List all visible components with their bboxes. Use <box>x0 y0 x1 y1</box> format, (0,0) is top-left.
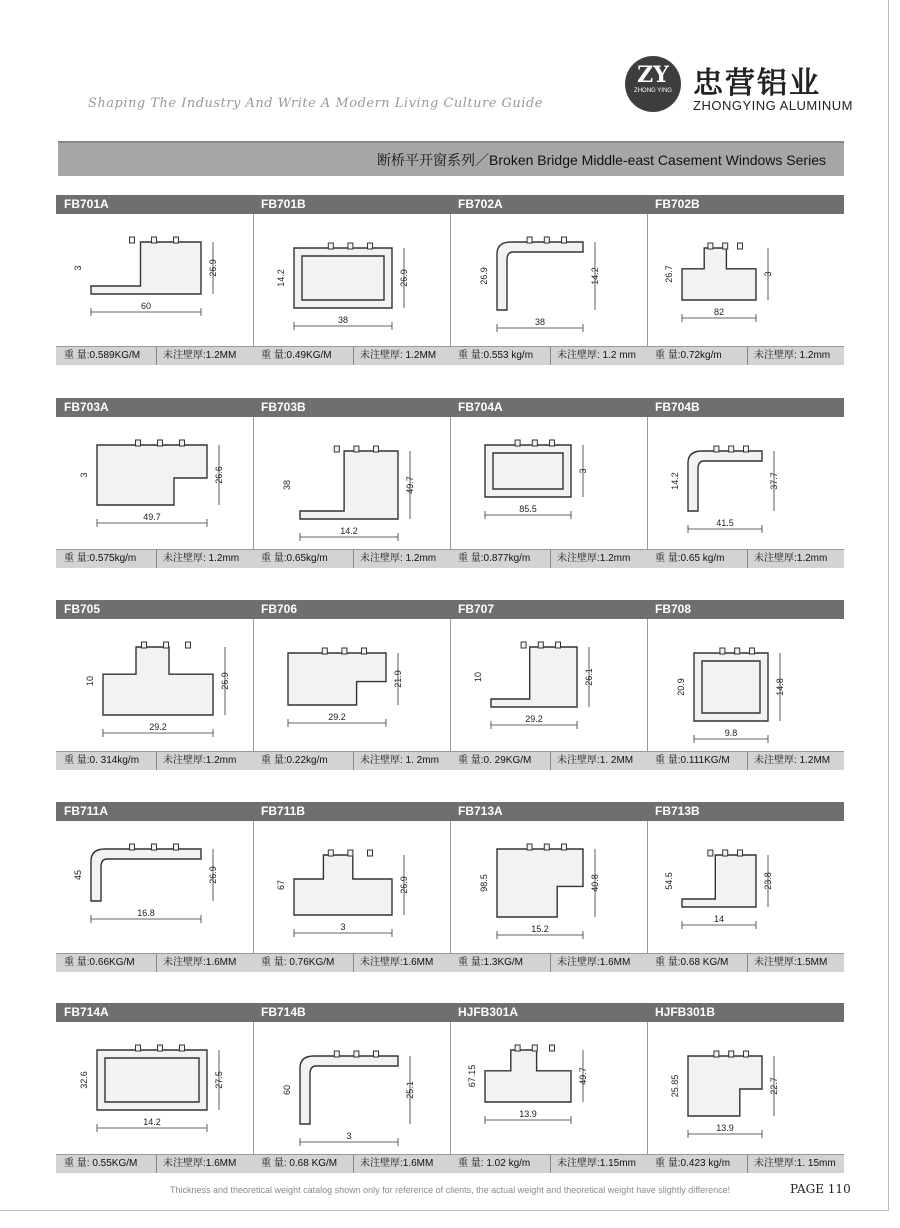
product-code: HJFB301A <box>450 1003 647 1022</box>
logo-mark: ZY <box>637 62 669 88</box>
profile-drawing-area <box>56 1022 253 1155</box>
profile-drawing-area <box>253 1022 450 1155</box>
dimension-label: 3 <box>73 265 83 271</box>
profile-tooth <box>322 648 327 654</box>
wall-thickness-label: 未注壁厚:1.6MM <box>353 954 433 972</box>
wall-thickness-label: 未注壁厚:1.6MM <box>353 1155 433 1173</box>
profile-drawing <box>647 1022 844 1155</box>
weight-label: 重 量:0. 29KG/M <box>458 755 532 766</box>
spec-bar <box>647 953 844 972</box>
profile-drawing-area <box>253 214 450 347</box>
product-row <box>56 398 845 568</box>
profile-tooth <box>136 440 141 446</box>
product-card <box>450 398 648 568</box>
product-card <box>450 802 648 972</box>
profile-tooth <box>164 642 169 648</box>
product-row <box>56 600 845 770</box>
spec-bar <box>56 953 253 972</box>
product-card <box>56 600 254 770</box>
profile-outline <box>491 647 577 707</box>
dimension-label: 26.9 <box>208 866 218 884</box>
dimension-label: 13.9 <box>716 1123 734 1133</box>
profile-tooth <box>152 237 157 243</box>
weight-label: 重 量:0.72kg/m <box>655 350 722 361</box>
profile-tooth <box>556 642 561 648</box>
profile-outline <box>688 1056 762 1116</box>
dimension-label: 41.5 <box>716 518 734 528</box>
spec-bar <box>647 1154 844 1173</box>
profile-outline <box>682 248 756 300</box>
dimension-label: 14.8 <box>775 678 785 696</box>
dimension-label: 32.6 <box>79 1071 89 1089</box>
profile-drawing <box>56 1022 253 1155</box>
profile-tooth <box>342 648 347 654</box>
profile-drawing-area <box>450 417 647 550</box>
wall-thickness-label: 未注壁厚:1. 2MM <box>550 752 633 770</box>
dimension-label: 22.7 <box>769 1077 779 1095</box>
product-code: FB704A <box>450 398 647 417</box>
spec-bar <box>450 751 647 770</box>
dimension-label: 38 <box>534 317 546 327</box>
wall-thickness-label: 未注壁厚: 1.2MM <box>747 752 830 770</box>
product-card <box>56 398 254 568</box>
dimension-label: 60 <box>140 301 152 311</box>
weight-label: 重 量: 0.55KG/M <box>64 1158 138 1169</box>
spec-bar <box>647 751 844 770</box>
profile-drawing <box>253 619 450 752</box>
profile-drawing <box>647 619 844 752</box>
profile-drawing <box>253 214 450 347</box>
profile-tooth <box>527 237 532 243</box>
product-code: FB703A <box>56 398 253 417</box>
profile-tooth <box>334 446 339 452</box>
dimension-label: 49.7 <box>405 476 415 494</box>
profile-tooth <box>738 243 743 249</box>
profile-tooth <box>130 237 135 243</box>
weight-label: 重 量:1.3KG/M <box>458 957 524 968</box>
profile-tooth <box>136 1045 141 1051</box>
profile-tooth <box>180 440 185 446</box>
dimension-label: 10 <box>85 675 95 687</box>
profile-drawing <box>450 821 647 954</box>
profile-tooth <box>521 642 526 648</box>
profile-tooth <box>738 850 743 856</box>
wall-thickness-label: 未注壁厚:1.5MM <box>747 954 827 972</box>
profile-tooth <box>723 850 728 856</box>
product-card <box>647 1003 844 1173</box>
weight-label: 重 量:0.111KG/M <box>655 755 730 766</box>
product-code: FB713B <box>647 802 844 821</box>
profile-tooth <box>152 844 157 850</box>
profile-tooth <box>544 237 549 243</box>
product-card <box>56 1003 254 1173</box>
profile-drawing-area <box>56 214 253 347</box>
wall-thickness-label: 未注壁厚: 1.2mm <box>353 550 436 568</box>
wall-thickness-label: 未注壁厚:1.15mm <box>550 1155 636 1173</box>
dimension-label: 14.2 <box>590 267 600 285</box>
profile-tooth <box>562 844 567 850</box>
dimension-label: 29.2 <box>328 712 346 722</box>
profile-drawing-area <box>450 1022 647 1155</box>
profile-tooth <box>374 446 379 452</box>
profile-tooth <box>374 1051 379 1057</box>
profile-outline <box>497 849 583 917</box>
dimension-label: 29.2 <box>149 722 167 732</box>
dimension-label: 49.7 <box>143 512 161 522</box>
product-card <box>253 802 451 972</box>
profile-drawing <box>647 821 844 954</box>
dimension-label: 49.7 <box>578 1067 588 1085</box>
profile-tooth <box>544 844 549 850</box>
dimension-label: 26.9 <box>220 672 230 690</box>
dimension-label: 3 <box>340 922 346 932</box>
profile-outline <box>688 451 762 511</box>
profile-drawing-area <box>647 1022 844 1155</box>
dimension-label: 38 <box>282 479 292 491</box>
product-code: FB711B <box>253 802 450 821</box>
dimension-label: 26.6 <box>214 466 224 484</box>
profile-tooth <box>362 648 367 654</box>
product-row <box>56 802 845 972</box>
profile-tooth <box>174 844 179 850</box>
product-card <box>450 600 648 770</box>
profile-tooth <box>744 1051 749 1057</box>
spec-bar <box>56 1154 253 1173</box>
dimension-label: 9.8 <box>724 728 738 738</box>
weight-label: 重 量:0.575kg/m <box>64 553 137 564</box>
weight-label: 重 量: 0.76KG/M <box>261 957 335 968</box>
product-card <box>56 802 254 972</box>
wall-thickness-label: 未注壁厚:1.2mm <box>747 550 827 568</box>
profile-drawing-area <box>56 417 253 550</box>
weight-label: 重 量:0.49KG/M <box>261 350 332 361</box>
dimension-label: 3 <box>578 468 588 474</box>
spec-bar <box>253 751 450 770</box>
profile-outline <box>294 248 392 308</box>
profile-tooth <box>515 1045 520 1051</box>
profile-drawing <box>56 417 253 550</box>
product-card <box>647 802 844 972</box>
series-title-bar <box>58 141 844 176</box>
dimension-label: 98.5 <box>479 874 489 892</box>
profile-tooth <box>142 642 147 648</box>
profile-tooth <box>723 243 728 249</box>
weight-label: 重 量:0.66KG/M <box>64 957 135 968</box>
profile-drawing <box>647 417 844 550</box>
wall-thickness-label: 未注壁厚:1.2MM <box>156 347 236 365</box>
dimension-label: 26.1 <box>584 668 594 686</box>
dimension-label: 3 <box>79 472 89 478</box>
profile-outline <box>497 242 583 310</box>
profile-drawing <box>450 619 647 752</box>
slogan: Shaping The Industry And Write A Modern Living Culture Guide <box>88 96 543 111</box>
dimension-label: 29.2 <box>525 714 543 724</box>
spec-bar <box>253 549 450 568</box>
profile-tooth <box>720 648 725 654</box>
page-number: PAGE 110 <box>790 1182 851 1196</box>
profile-drawing <box>647 214 844 347</box>
profile-outline <box>300 1056 398 1124</box>
dimension-label: 82 <box>713 307 725 317</box>
wall-thickness-label: 未注壁厚: 1.2mm <box>747 347 830 365</box>
wall-thickness-label: 未注壁厚:1.6MM <box>156 954 236 972</box>
dimension-label: 13.9 <box>519 1109 537 1119</box>
product-code: FB714A <box>56 1003 253 1022</box>
weight-label: 重 量: 0.68 KG/M <box>261 1158 338 1169</box>
dimension-label: 16.8 <box>137 908 155 918</box>
profile-tooth <box>180 1045 185 1051</box>
product-code: FB706 <box>253 600 450 619</box>
profile-outline <box>300 451 398 519</box>
profile-tooth <box>729 446 734 452</box>
profile-tooth <box>532 1045 537 1051</box>
product-card <box>647 398 844 568</box>
profile-tooth <box>174 237 179 243</box>
profile-tooth <box>354 1051 359 1057</box>
spec-bar <box>647 346 844 365</box>
weight-label: 重 量:0. 314kg/m <box>64 755 140 766</box>
spec-bar <box>450 549 647 568</box>
product-card <box>647 195 844 365</box>
wall-thickness-label: 未注壁厚:1.6MM <box>156 1155 236 1173</box>
dimension-label: 26.9 <box>399 269 409 287</box>
dimension-label: 3 <box>763 271 773 277</box>
product-row <box>56 1003 845 1173</box>
profile-drawing <box>450 417 647 550</box>
profile-tooth <box>729 1051 734 1057</box>
profile-tooth <box>708 850 713 856</box>
profile-tooth <box>532 440 537 446</box>
logo-sub: ZHONG YING <box>634 88 672 94</box>
product-row <box>56 195 845 365</box>
profile-tooth <box>354 446 359 452</box>
dimension-label: 37.7 <box>769 472 779 490</box>
dimension-label: 21.9 <box>393 670 403 688</box>
dimension-label: 85.5 <box>519 504 537 514</box>
product-card <box>253 195 451 365</box>
profile-outline <box>91 849 201 901</box>
dimension-label: 27.5 <box>214 1071 224 1089</box>
dimension-label: 67.15 <box>467 1064 477 1088</box>
profile-tooth <box>334 1051 339 1057</box>
dimension-label: 26.9 <box>399 876 409 894</box>
profile-outline <box>694 653 768 721</box>
brand-name-cn: 忠营铝业 <box>693 67 821 100</box>
wall-thickness-label: 未注壁厚: 1. 2mm <box>353 752 439 770</box>
dimension-label: 54.5 <box>664 872 674 890</box>
product-code: FB703B <box>253 398 450 417</box>
profile-outline <box>288 653 386 705</box>
dimension-label: 45 <box>73 869 83 881</box>
profile-drawing <box>56 821 253 954</box>
product-code: FB711A <box>56 802 253 821</box>
profile-drawing <box>253 417 450 550</box>
weight-label: 重 量:0.65kg/m <box>261 553 328 564</box>
wall-thickness-label: 未注壁厚:1.2mm <box>550 550 630 568</box>
profile-tooth <box>527 844 532 850</box>
product-card <box>450 195 648 365</box>
profile-drawing-area <box>647 619 844 752</box>
profile-tooth <box>130 844 135 850</box>
product-code: HJFB301B <box>647 1003 844 1022</box>
spec-bar <box>253 953 450 972</box>
profile-outline <box>97 1050 207 1110</box>
profile-drawing-area <box>647 214 844 347</box>
product-card <box>253 1003 451 1173</box>
profile-drawing-area <box>56 619 253 752</box>
profile-tooth <box>550 440 555 446</box>
product-code: FB704B <box>647 398 844 417</box>
product-code: FB701A <box>56 195 253 214</box>
spec-bar <box>450 953 647 972</box>
dimension-label: 15.2 <box>531 924 549 934</box>
spec-bar <box>450 1154 647 1173</box>
dimension-label: 23.8 <box>763 872 773 890</box>
profile-drawing <box>450 214 647 347</box>
product-code: FB702B <box>647 195 844 214</box>
weight-label: 重 量:0.68 KG/M <box>655 957 729 968</box>
product-card <box>450 1003 648 1173</box>
profile-tooth <box>158 440 163 446</box>
profile-tooth <box>348 243 353 249</box>
profile-outline <box>91 242 201 294</box>
profile-drawing <box>450 1022 647 1155</box>
profile-outline <box>103 647 213 715</box>
weight-label: 重 量:0.877kg/m <box>458 553 531 564</box>
profile-tooth <box>744 446 749 452</box>
company-logo <box>625 56 681 112</box>
product-card <box>56 195 254 365</box>
series-title: 断桥平开窗系列／Broken Bridge Middle-east Casement Windows Series <box>377 152 826 168</box>
profile-outline <box>682 855 756 907</box>
product-card <box>253 398 451 568</box>
profile-outline <box>97 445 207 505</box>
profile-tooth <box>538 642 543 648</box>
dimension-label: 26.9 <box>208 259 218 277</box>
profile-tooth <box>550 1045 555 1051</box>
profile-tooth <box>328 243 333 249</box>
product-card <box>253 600 451 770</box>
spec-bar <box>56 346 253 365</box>
profile-outline <box>294 855 392 915</box>
dimension-label: 14.2 <box>340 526 358 536</box>
profile-drawing-area <box>450 619 647 752</box>
profile-tooth <box>368 243 373 249</box>
product-card <box>647 600 844 770</box>
profile-drawing-area <box>450 821 647 954</box>
wall-thickness-label: 未注壁厚:1. 15mm <box>747 1155 836 1173</box>
weight-label: 重 量:0.423 kg/m <box>655 1158 731 1169</box>
profile-drawing-area <box>647 417 844 550</box>
profile-tooth <box>158 1045 163 1051</box>
dimension-label: 20.9 <box>676 678 686 696</box>
profile-drawing-area <box>450 214 647 347</box>
spec-bar <box>253 346 450 365</box>
profile-tooth <box>708 243 713 249</box>
spec-bar <box>647 549 844 568</box>
product-code: FB708 <box>647 600 844 619</box>
product-code: FB713A <box>450 802 647 821</box>
wall-thickness-label: 未注壁厚:1.6MM <box>550 954 630 972</box>
profile-drawing-area <box>647 821 844 954</box>
wall-thickness-label: 未注壁厚:1.2mm <box>156 752 236 770</box>
dimension-label: 26.9 <box>479 267 489 285</box>
dimension-label: 60 <box>282 1084 292 1096</box>
dimension-label: 14 <box>713 914 725 924</box>
profile-drawing <box>253 821 450 954</box>
product-code: FB702A <box>450 195 647 214</box>
dimension-label: 14.2 <box>670 472 680 490</box>
weight-label: 重 量:0.22kg/m <box>261 755 328 766</box>
spec-bar <box>253 1154 450 1173</box>
profile-tooth <box>368 850 373 856</box>
brand-name-en: ZHONGYING ALUMINUM <box>693 98 853 113</box>
profile-tooth <box>562 237 567 243</box>
dimension-label: 25.85 <box>670 1074 680 1098</box>
footer-note: Thickness and theoretical weight catalog shown only for reference of clients, the actual weight and theoretical weight have slightly difference! <box>170 1185 731 1195</box>
product-code: FB701B <box>253 195 450 214</box>
dimension-label: 25.1 <box>405 1081 415 1099</box>
dimension-label: 14.2 <box>143 1117 161 1127</box>
weight-label: 重 量:0.65 kg/m <box>655 553 725 564</box>
dimension-label: 10 <box>473 671 483 683</box>
product-code: FB705 <box>56 600 253 619</box>
profile-drawing <box>56 214 253 347</box>
profile-tooth <box>714 1051 719 1057</box>
profile-outline <box>485 1050 571 1102</box>
profile-drawing-area <box>253 619 450 752</box>
product-code: FB707 <box>450 600 647 619</box>
wall-thickness-label: 未注壁厚: 1.2mm <box>156 550 239 568</box>
weight-label: 重 量:0.553 kg/m <box>458 350 534 361</box>
profile-tooth <box>328 850 333 856</box>
spec-bar <box>450 346 647 365</box>
profile-tooth <box>714 446 719 452</box>
profile-tooth <box>750 648 755 654</box>
profile-drawing-area <box>56 821 253 954</box>
dimension-label: 14.2 <box>276 269 286 287</box>
profile-tooth <box>186 642 191 648</box>
weight-label: 重 量: 1.02 kg/m <box>458 1158 531 1169</box>
dimension-label: 38 <box>337 315 349 325</box>
product-code: FB714B <box>253 1003 450 1022</box>
profile-drawing <box>56 619 253 752</box>
dimension-label: 40.8 <box>590 874 600 892</box>
profile-tooth <box>515 440 520 446</box>
dimension-label: 67 <box>276 879 286 891</box>
profile-outline <box>485 445 571 497</box>
profile-drawing-area <box>253 821 450 954</box>
wall-thickness-label: 未注壁厚: 1.2MM <box>353 347 436 365</box>
dimension-label: 26.7 <box>664 265 674 283</box>
profile-tooth <box>348 850 353 856</box>
weight-label: 重 量:0.589KG/M <box>64 350 141 361</box>
dimension-label: 3 <box>346 1131 352 1141</box>
profile-tooth <box>735 648 740 654</box>
spec-bar <box>56 751 253 770</box>
profile-drawing <box>253 1022 450 1155</box>
wall-thickness-label: 未注壁厚: 1.2 mm <box>550 347 636 365</box>
spec-bar <box>56 549 253 568</box>
profile-drawing-area <box>253 417 450 550</box>
